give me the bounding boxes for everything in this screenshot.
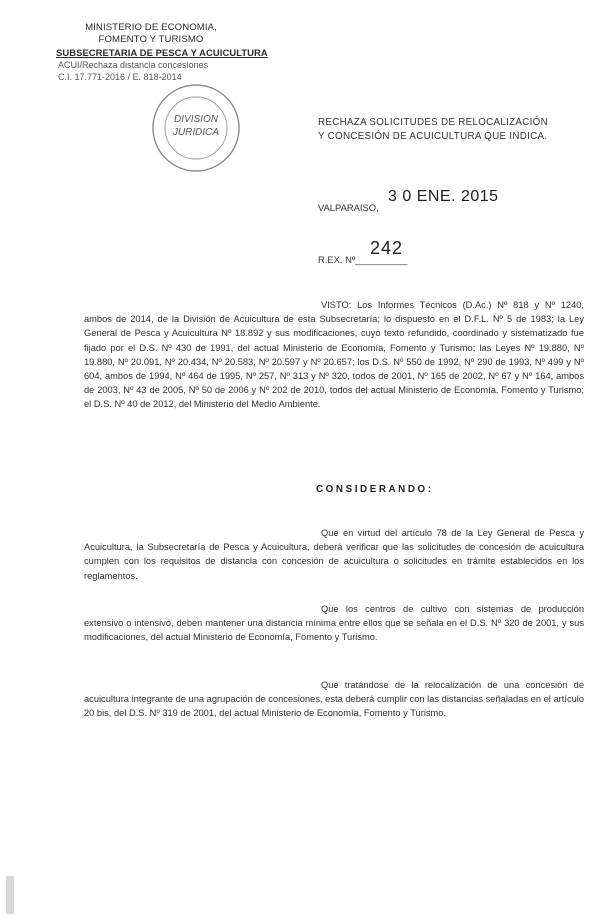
document-subject: RECHAZA SOLICITUDES DE RELOCALIZACIÓN Y CONCESIÓN DE ACUICULTURA QUE INDICA.	[318, 117, 548, 142]
considerando-heading: CONSIDERANDO:	[316, 484, 434, 495]
header-ministry-2: FOMENTO Y TURISMO	[98, 34, 204, 45]
stamp-line-1: DIVISION	[174, 114, 218, 125]
resolution-label: R.EX. Nº__________	[318, 254, 408, 265]
visto-paragraph: VISTO: Los Informes Técnicos (D.Ac.) Nº 818 y Nº 1240, ambos de 2014, de la División de Acuicultura de esta Subsecretaría; lo dispuesto en el D.F.L. Nº 5 de 1983; la Ley General de Pesca y Acuicultura Nº 18.892 y sus modificaciones, cuyo texto refundido, coordinado y sistematizado fue fijado por el D.S. Nº 430 de 1991, del actual Ministerio de Economía, Fomento y Turismo; las Leyes Nº 19.880, Nº 19.880, Nº 20.091, Nº 20.434, Nº 20.583, Nº 20.597 y Nº 20.657; los D.S. Nº 550 de 1992, Nº 290 de 1993, Nº 499 y Nº 604, ambos de 1994, Nº 464 de 1995, Nº 257, Nº 313 y Nº 320, todos de 2001, Nº 165 de 2002, Nº 67 y Nº 164, ambos de 2003, Nº 43 de 2005, Nº 50 de 2006 y Nº 202 de 2010, todos del actual Ministerio de Economía, Fomento y Turismo; el D.S. Nº 40 de 2012, del Ministerio del Medio Ambiente.	[84, 300, 584, 410]
consideration-2: Que los centros de cultivo con sistemas de producción extensivo o intensivo, deben mantener una distancia mínima entre ellos que se señala en el D.S. Nº 320 de 2001, y sus modificaciones, del actual Ministerio de Economía, Fomento y Turismo.	[84, 604, 584, 643]
stamp-line-2: JURIDICA	[172, 127, 220, 138]
document-date: 3 0 ENE. 2015	[388, 188, 499, 205]
header-reference: ACUI/Rechaza distancia concesiones	[58, 60, 209, 70]
juridica-stamp	[150, 82, 242, 174]
header-ministry: MINISTERIO DE ECONOMIA,	[85, 22, 217, 33]
document-place: VALPARAISO,	[318, 202, 379, 213]
consideration-1: Que en virtud del artículo 78 de la Ley General de Pesca y Acuicultura, la Subsecretaría de Pesca y Acuicultura, deberá verificar que las solicitudes de concesión de acuicultura cumplen con los requisitos de distancia con concesión de acuicultura o solicitudes en trámite establecidos en los reglamentos.	[84, 528, 584, 581]
scan-edge-mark	[6, 876, 14, 914]
header-subsecretaria: SUBSECRETARIA DE PESCA Y ACUICULTURA	[56, 47, 268, 58]
resolution-number: 242	[370, 238, 404, 258]
header-case-number: C.I. 17.771-2016 / E. 818-2014	[58, 72, 182, 82]
consideration-3: Que tratándose de la relocalización de una concesión de acuicultura integrante de una agrupación de concesiones, esta deberá cumplir con las distancias señaladas en el artículo 20 bis, del D.S. Nº 319 de 2001, del actual Ministerio de Economía, Fomento y Turismo.	[84, 680, 584, 719]
